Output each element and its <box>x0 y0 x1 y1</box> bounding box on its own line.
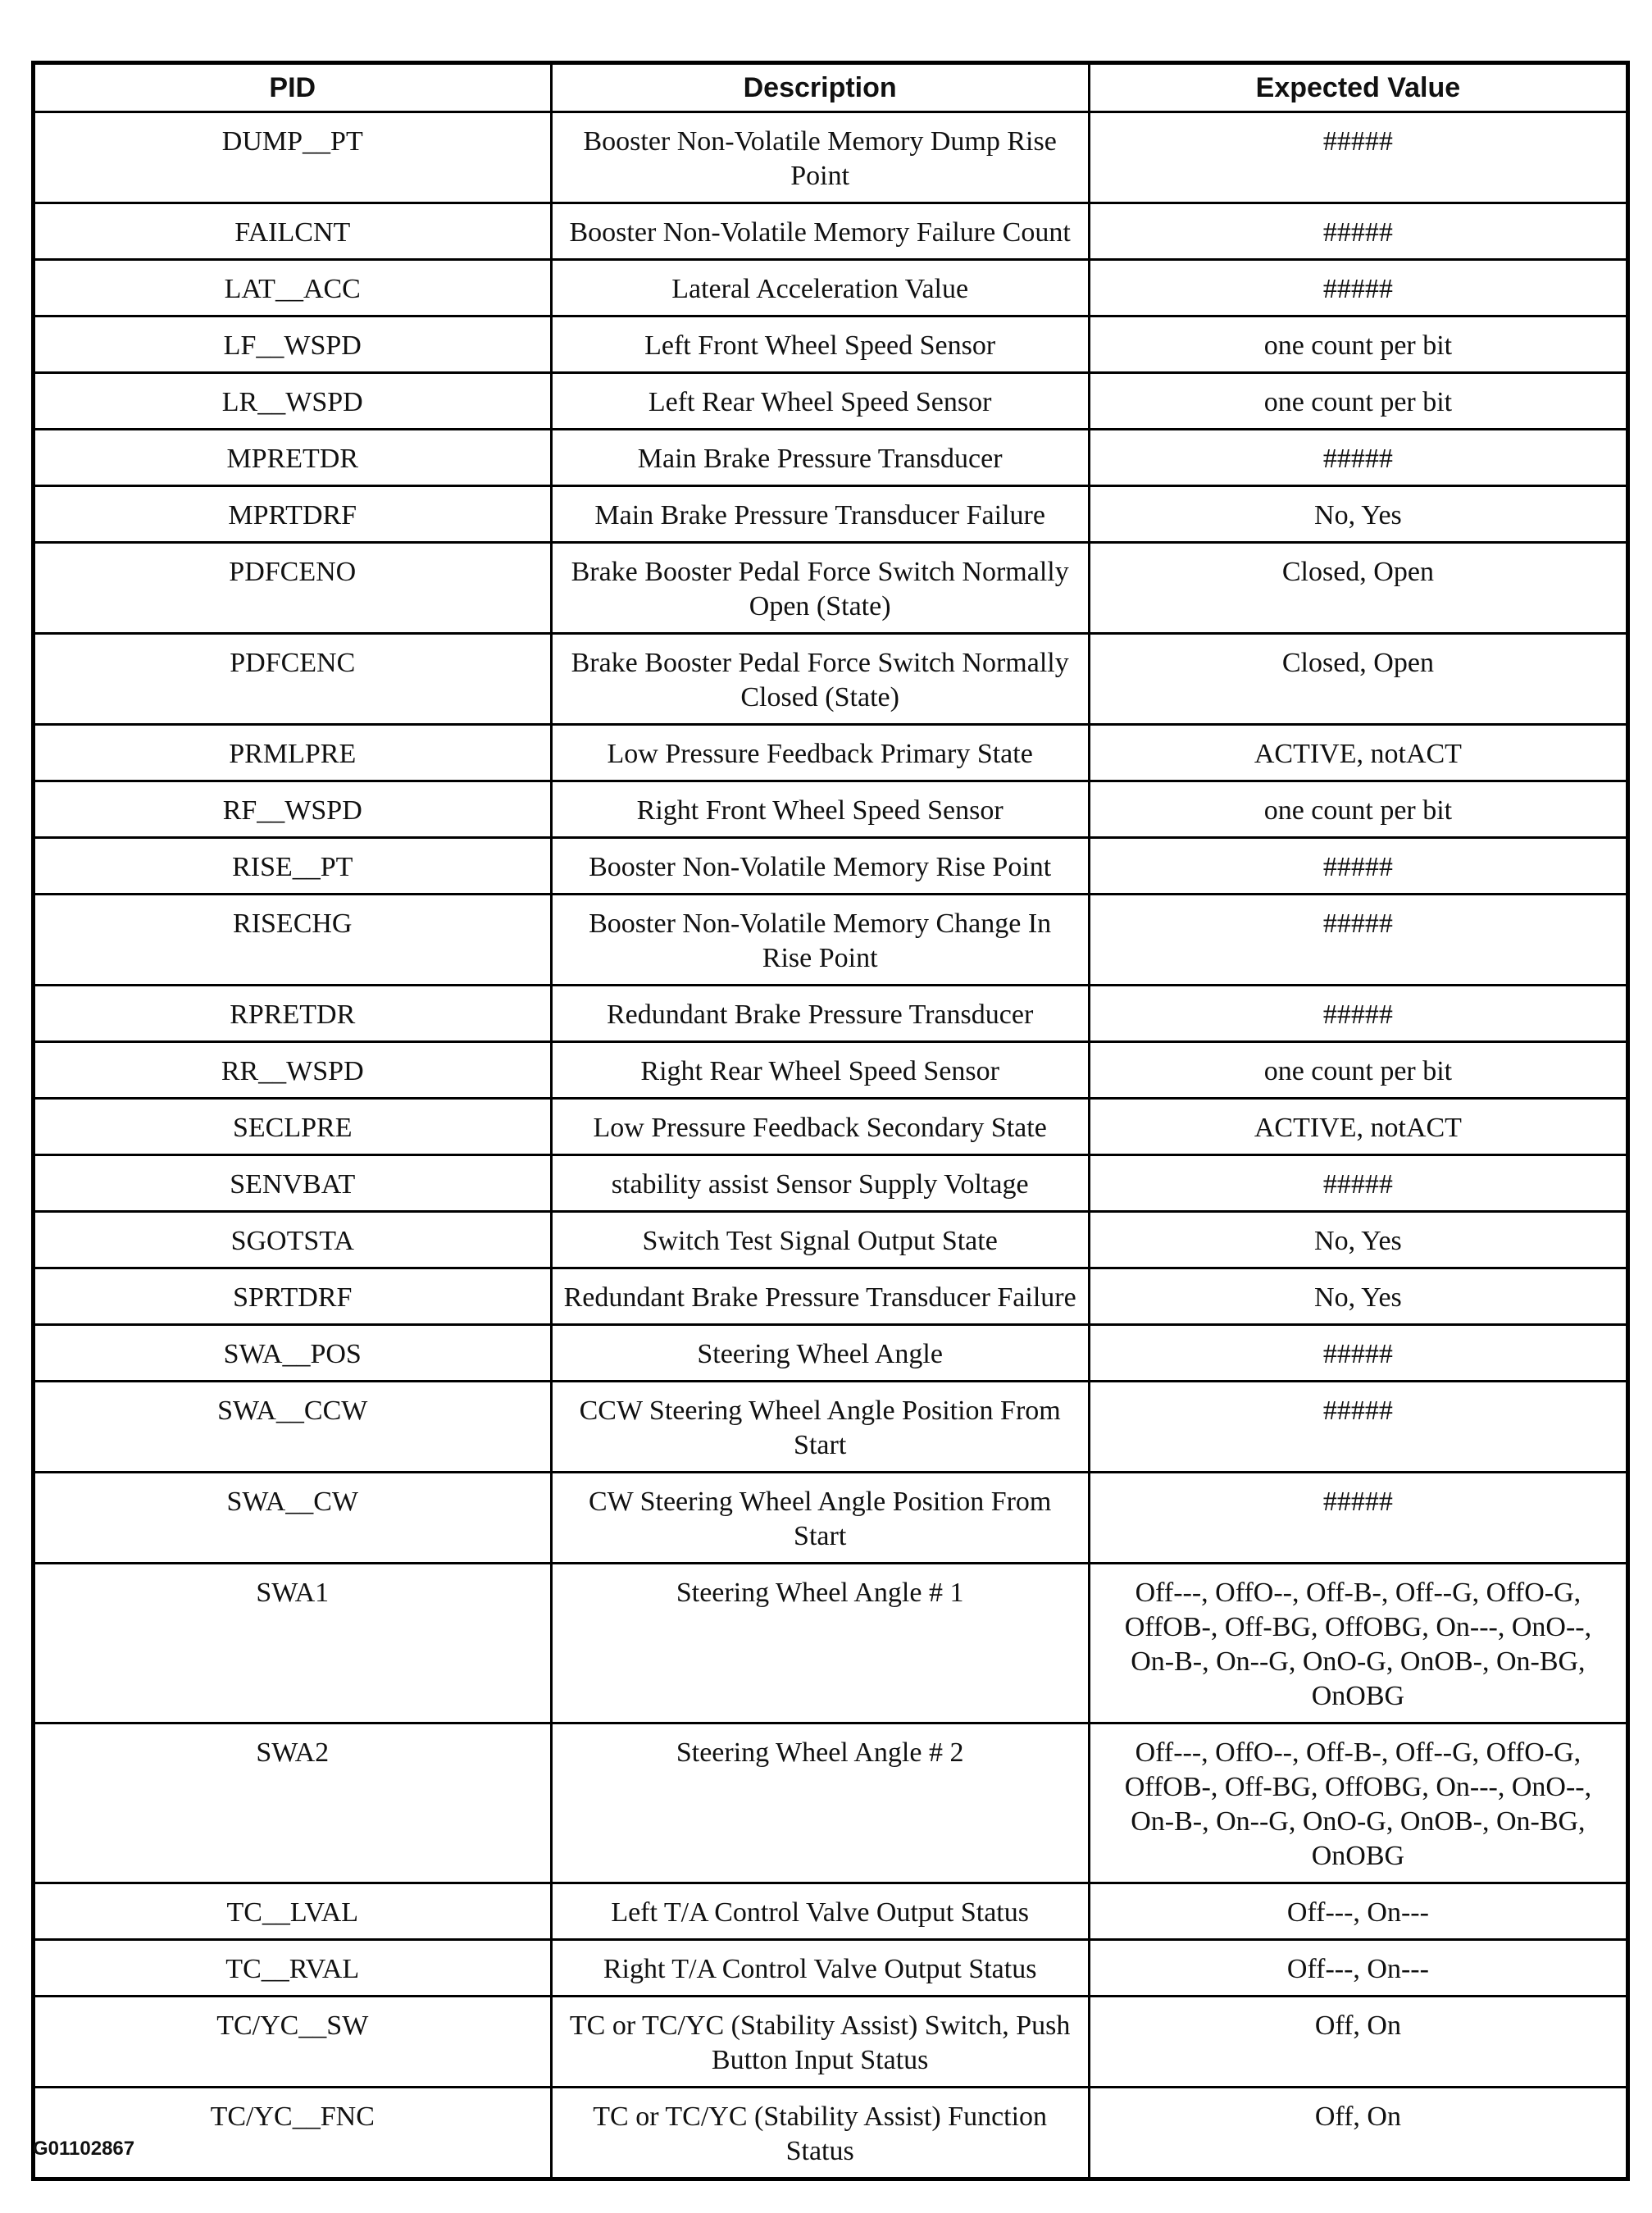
description-cell: Booster Non-Volatile Memory Rise Point <box>551 838 1089 895</box>
description-cell: Steering Wheel Angle <box>551 1325 1089 1382</box>
expected-value-cell: No, Yes <box>1089 1212 1627 1268</box>
table-row <box>34 203 1628 260</box>
header-description: Description <box>551 63 1089 112</box>
expected-value-cell: ACTIVE, notACT <box>1089 1099 1627 1155</box>
expected-value-cell: ##### <box>1089 203 1627 260</box>
expected-value-cell: ##### <box>1089 986 1627 1042</box>
pid-cell: TC__LVAL <box>34 1883 552 1940</box>
expected-value-cell: Off, On <box>1089 1997 1627 2088</box>
expected-value-cell: ##### <box>1089 1382 1627 1473</box>
expected-value-cell: Off---, OffO--, Off-B-, Off--G, OffO-G, OffOB-, Off-BG, OffOBG, On---, OnO--, On-B-, On--G, OnO-G, OnOB-, On-BG, OnOBG <box>1089 1723 1627 1883</box>
pid-cell: RISE__PT <box>34 838 552 895</box>
expected-value-cell: No, Yes <box>1089 1268 1627 1325</box>
pid-cell: DUMP__PT <box>34 112 552 203</box>
pid-cell: RPRETDR <box>34 986 552 1042</box>
table-row <box>34 1382 1628 1473</box>
expected-value-cell: ##### <box>1089 1473 1627 1564</box>
description-cell: Left Front Wheel Speed Sensor <box>551 316 1089 373</box>
pid-cell: SECLPRE <box>34 1099 552 1155</box>
pid-table <box>31 61 1630 2181</box>
pid-cell: PDFCENC <box>34 634 552 725</box>
table-row <box>34 725 1628 781</box>
description-cell: Brake Booster Pedal Force Switch Normally Open (State) <box>551 543 1089 634</box>
pid-cell: SPRTDRF <box>34 1268 552 1325</box>
table-row <box>34 1473 1628 1564</box>
pid-cell: SWA2 <box>34 1723 552 1883</box>
pid-cell: RR__WSPD <box>34 1042 552 1099</box>
expected-value-cell: ##### <box>1089 260 1627 316</box>
description-cell: Switch Test Signal Output State <box>551 1212 1089 1268</box>
figure-code: G01102867 <box>33 2138 135 2160</box>
table-row <box>34 543 1628 634</box>
description-cell: Low Pressure Feedback Primary State <box>551 725 1089 781</box>
pid-cell: PRMLPRE <box>34 725 552 781</box>
description-cell: Main Brake Pressure Transducer Failure <box>551 486 1089 543</box>
pid-cell: TC/YC__FNC <box>34 2088 552 2179</box>
table-row <box>34 1099 1628 1155</box>
expected-value-cell: ##### <box>1089 112 1627 203</box>
expected-value-cell: No, Yes <box>1089 486 1627 543</box>
expected-value-cell: Closed, Open <box>1089 543 1627 634</box>
description-cell: Right Front Wheel Speed Sensor <box>551 781 1089 838</box>
table-row <box>34 1883 1628 1940</box>
header-row <box>34 63 1628 112</box>
expected-value-cell: one count per bit <box>1089 781 1627 838</box>
table-row <box>34 1940 1628 1997</box>
table-row <box>34 1564 1628 1723</box>
table-row <box>34 1268 1628 1325</box>
description-cell: Steering Wheel Angle # 1 <box>551 1564 1089 1723</box>
table-row <box>34 1325 1628 1382</box>
pid-cell: SWA1 <box>34 1564 552 1723</box>
expected-value-cell: ##### <box>1089 430 1627 486</box>
pid-cell: TC/YC__SW <box>34 1997 552 2088</box>
expected-value-cell: Off, On <box>1089 2088 1627 2179</box>
expected-value-cell: one count per bit <box>1089 1042 1627 1099</box>
expected-value-cell: Off---, OffO--, Off-B-, Off--G, OffO-G, OffOB-, Off-BG, OffOBG, On---, OnO--, On-B-, On--G, OnO-G, OnOB-, On-BG, OnOBG <box>1089 1564 1627 1723</box>
expected-value-cell: one count per bit <box>1089 373 1627 430</box>
header-pid: PID <box>34 63 552 112</box>
description-cell: stability assist Sensor Supply Voltage <box>551 1155 1089 1212</box>
pid-cell: RF__WSPD <box>34 781 552 838</box>
description-cell: Redundant Brake Pressure Transducer <box>551 986 1089 1042</box>
description-cell: Left Rear Wheel Speed Sensor <box>551 373 1089 430</box>
header-expected-value: Expected Value <box>1089 63 1627 112</box>
pid-cell: SWA__CW <box>34 1473 552 1564</box>
expected-value-cell: ##### <box>1089 895 1627 986</box>
pid-cell: MPRTDRF <box>34 486 552 543</box>
pid-cell: LR__WSPD <box>34 373 552 430</box>
table-row <box>34 1042 1628 1099</box>
table-row <box>34 1212 1628 1268</box>
description-cell: TC or TC/YC (Stability Assist) Switch, Push Button Input Status <box>551 1997 1089 2088</box>
pid-cell: SWA__POS <box>34 1325 552 1382</box>
description-cell: Booster Non-Volatile Memory Dump Rise Point <box>551 112 1089 203</box>
description-cell: Right Rear Wheel Speed Sensor <box>551 1042 1089 1099</box>
expected-value-cell: ##### <box>1089 1155 1627 1212</box>
table-row <box>34 1723 1628 1883</box>
table-row <box>34 2088 1628 2179</box>
description-cell: Main Brake Pressure Transducer <box>551 430 1089 486</box>
table-row <box>34 838 1628 895</box>
table-row <box>34 986 1628 1042</box>
pid-cell: SWA__CCW <box>34 1382 552 1473</box>
table-row <box>34 260 1628 316</box>
table-row <box>34 1155 1628 1212</box>
description-cell: Booster Non-Volatile Memory Change In Rise Point <box>551 895 1089 986</box>
expected-value-cell: ##### <box>1089 1325 1627 1382</box>
pid-cell: PDFCENO <box>34 543 552 634</box>
description-cell: TC or TC/YC (Stability Assist) Function Status <box>551 2088 1089 2179</box>
description-cell: Redundant Brake Pressure Transducer Failure <box>551 1268 1089 1325</box>
table-row <box>34 486 1628 543</box>
description-cell: Low Pressure Feedback Secondary State <box>551 1099 1089 1155</box>
description-cell: CCW Steering Wheel Angle Position From Start <box>551 1382 1089 1473</box>
description-cell: CW Steering Wheel Angle Position From Start <box>551 1473 1089 1564</box>
pid-cell: RISECHG <box>34 895 552 986</box>
pid-cell: TC__RVAL <box>34 1940 552 1997</box>
description-cell: Lateral Acceleration Value <box>551 260 1089 316</box>
pid-cell: SGOTSTA <box>34 1212 552 1268</box>
pid-cell: SENVBAT <box>34 1155 552 1212</box>
description-cell: Right T/A Control Valve Output Status <box>551 1940 1089 1997</box>
table-row <box>34 112 1628 203</box>
table-row <box>34 781 1628 838</box>
description-cell: Brake Booster Pedal Force Switch Normally Closed (State) <box>551 634 1089 725</box>
description-cell: Steering Wheel Angle # 2 <box>551 1723 1089 1883</box>
table-row <box>34 316 1628 373</box>
pid-cell: LAT__ACC <box>34 260 552 316</box>
expected-value-cell: one count per bit <box>1089 316 1627 373</box>
expected-value-cell: Closed, Open <box>1089 634 1627 725</box>
table-row <box>34 634 1628 725</box>
pid-cell: MPRETDR <box>34 430 552 486</box>
description-cell: Left T/A Control Valve Output Status <box>551 1883 1089 1940</box>
expected-value-cell: Off---, On--- <box>1089 1940 1627 1997</box>
table-row <box>34 895 1628 986</box>
expected-value-cell: ACTIVE, notACT <box>1089 725 1627 781</box>
table-row <box>34 1997 1628 2088</box>
expected-value-cell: Off---, On--- <box>1089 1883 1627 1940</box>
table-row <box>34 430 1628 486</box>
expected-value-cell: ##### <box>1089 838 1627 895</box>
pid-cell: FAILCNT <box>34 203 552 260</box>
description-cell: Booster Non-Volatile Memory Failure Count <box>551 203 1089 260</box>
pid-cell: LF__WSPD <box>34 316 552 373</box>
table-row <box>34 373 1628 430</box>
